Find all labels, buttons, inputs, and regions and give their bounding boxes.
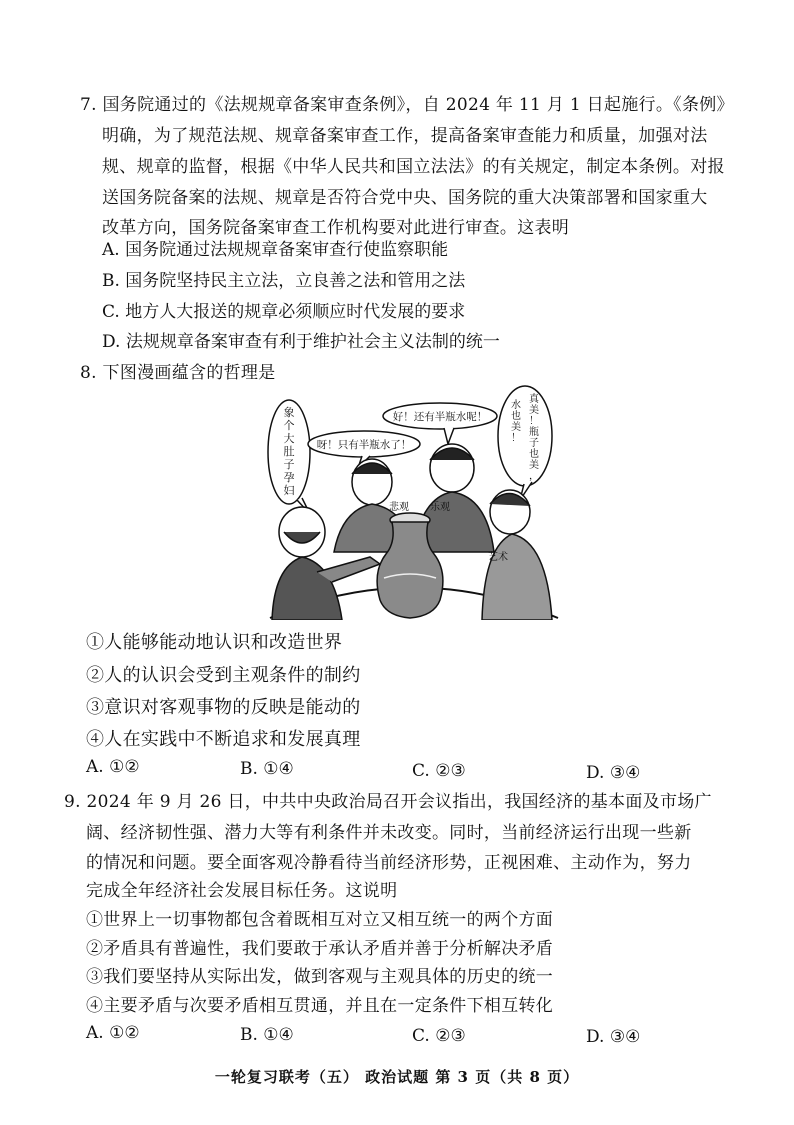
bubble1-char-5: 子 — [283, 458, 295, 471]
page-footer: 一轮复习联考（五） 政治试题 第 3 页（共 8 页） — [214, 1068, 580, 1086]
q7-stem-line-4: 送国务院备案的法规、规章是否符合党中央、国务院的重大决策部署和国家重大 — [102, 188, 708, 208]
bubble4-char: 美 — [511, 422, 521, 433]
label-artist: 艺术 — [488, 552, 508, 563]
q9-choice-c: C. ②③ — [412, 1026, 466, 1046]
bubble4-char: ， — [529, 471, 539, 482]
q9-statement-3: ③我们要坚持从实际出发，做到客观与主观具体的历史的统一 — [86, 967, 554, 987]
q8-choice-a: A. ①② — [86, 757, 140, 777]
q9-choice-b: B. ①④ — [240, 1025, 294, 1045]
q8-choice-b: B. ①④ — [240, 759, 294, 779]
bubble4-char: 子 — [529, 438, 539, 449]
label-optimist: 乐观 — [430, 502, 450, 513]
bubble4-char: ！ — [511, 433, 521, 444]
q7-option-d: D. 法规规章备案审查有利于维护社会主义法制的统一 — [102, 332, 500, 352]
q7-option-a: A. 国务院通过法规规章备案审查行使监察职能 — [102, 240, 449, 260]
cartoon-illustration — [262, 382, 562, 620]
q8-choice-d: D. ③④ — [586, 763, 641, 783]
q8-statement-3: ③意识对客观事物的反映是能动的 — [86, 697, 361, 718]
q7-stem-line-5: 改革方向，国务院备案审查工作机构要对此进行审查。这表明 — [102, 218, 570, 238]
bubble4-char: 美 — [529, 405, 539, 416]
bubble4-char: 瓶 — [529, 427, 539, 438]
speech-bubble-4 — [498, 386, 552, 486]
q7-stem-line-2: 明确，为了规范法规、规章备案审查工作，提高备案审查能力和质量，加强对法 — [102, 126, 708, 146]
bubble4-char: 也 — [511, 411, 521, 422]
q8-statement-4: ④人在实践中不断追求和发展真理 — [86, 729, 361, 750]
bubble4-char: 真 — [529, 394, 539, 405]
bubble1-char-1: 象 — [283, 406, 295, 419]
q9-stem-line-2: 阔、经济韧性强、潜力大等有利条件并未改变。同时，当前经济运行出现一些新 — [86, 823, 692, 843]
bubble4-char: 也 — [529, 449, 539, 460]
q9-statement-1: ①世界上一切事物都包含着既相互对立又相互统一的两个方面 — [86, 910, 554, 930]
q7-stem-line-1: 7. 国务院通过的《法规规章备案审查条例》，自 2024 年 11 月 1 日起施行。《条例》 — [80, 95, 734, 115]
bubble1-char-7: 妇 — [283, 484, 295, 497]
q8-statement-1: ①人能够能动地认识和改造世界 — [86, 632, 343, 653]
q9-statement-4: ④主要矛盾与次要矛盾相互贯通，并且在一定条件下相互转化 — [86, 996, 554, 1016]
label-pessimist: 悲观 — [389, 502, 409, 513]
q8-stem: 8. 下图漫画蕴含的哲理是 — [80, 363, 276, 383]
bubble1-char-3: 大 — [283, 432, 295, 445]
bubble1-char-6: 孕 — [283, 471, 295, 484]
bubble3-text: 好！还有半瓶水呢！ — [392, 411, 488, 423]
bubble4-char: 美 — [529, 460, 539, 471]
q8-statement-2: ②人的认识会受到主观条件的制约 — [86, 665, 361, 686]
bubble4-char: ！ — [529, 416, 539, 427]
q9-choice-a: A. ①② — [86, 1023, 140, 1043]
q8-choice-c: C. ②③ — [412, 761, 466, 781]
bubble2-text: 呀！只有半瓶水了！ — [316, 439, 412, 451]
bubble4-char: 水 — [511, 400, 521, 411]
q7-stem-line-3: 规、规章的监督，根据《中华人民共和国立法法》的有关规定，制定本条例。对报 — [102, 157, 725, 177]
q9-stem-line-1: 9. 2024 年 9 月 26 日，中共中央政治局召开会议指出，我国经济的基本面及市场广 — [64, 792, 712, 812]
q9-stem-line-3: 的情况和问题。要全面客观冷静看待当前经济形势，正视困难、主动作为，努力 — [86, 853, 692, 873]
bubble1-char-2: 个 — [283, 419, 295, 432]
q7-option-c: C. 地方人大报送的规章必须顺应时代发展的要求 — [102, 302, 466, 322]
q9-statement-2: ②矛盾具有普遍性，我们要敢于承认矛盾并善于分析解决矛盾 — [86, 939, 554, 959]
q9-stem-line-4: 完成全年经济社会发展目标任务。这说明 — [86, 881, 398, 901]
q7-option-b: B. 国务院坚持民主立法，立良善之法和管用之法 — [102, 271, 466, 291]
bubble1-char-4: 肚 — [283, 445, 295, 458]
q9-choice-d: D. ③④ — [586, 1027, 641, 1047]
